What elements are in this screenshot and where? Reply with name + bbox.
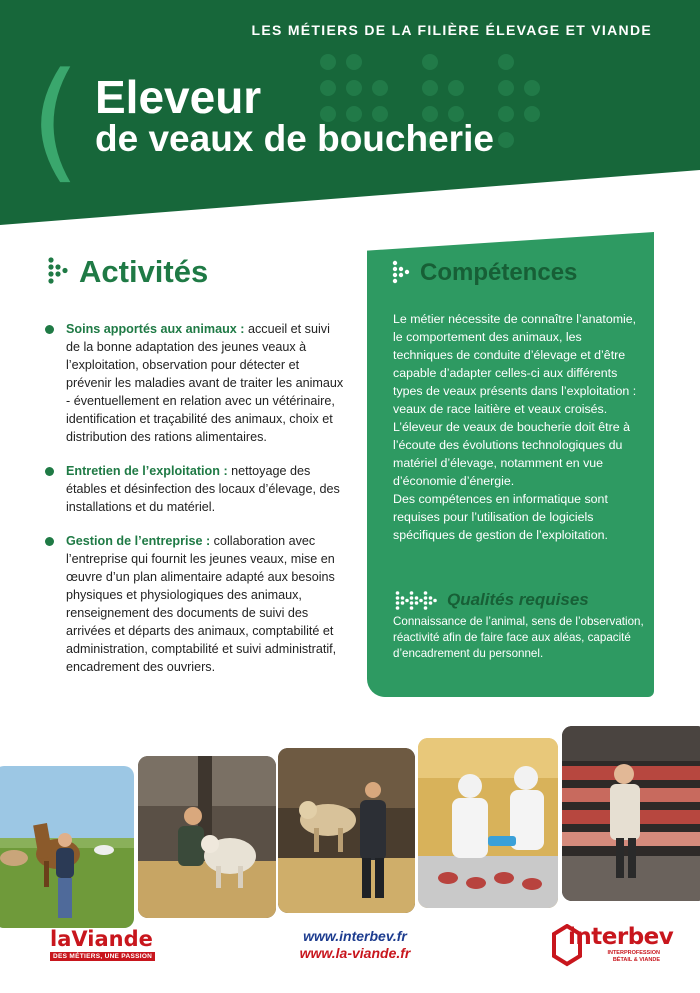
photo-horse-farmer — [0, 766, 134, 928]
interbev-sub1: INTERPROFESSION — [607, 950, 660, 956]
item-text: nettoyage des étables et désinfection des locaux d’élevage, des installations et du matériel. — [66, 464, 340, 514]
competences-paragraph: Le métier nécessite de connaître l’anatomie, le comportement des animaux, les techniques de conduite d’élevage et d’être capable d’adapter celles-ci aux différents types de veaux présents dans l’exploitation : veaux de race laitière et veaux croisés. L’éleveur de veaux de boucherie doit être à l’écoute des évolutions technologiques du matériel d’élevage, notamment en vue d’économie d’énergie. — [393, 312, 637, 488]
interbev-sub2: BÉTAIL & VIANDE — [612, 957, 660, 963]
bullet-icon — [45, 537, 54, 546]
footer-urls — [270, 928, 440, 962]
page-title-line2: de veaux de boucherie — [95, 118, 494, 159]
activites-title: Activités — [79, 254, 209, 289]
activite-item-soins — [45, 320, 345, 446]
series-title: LES MÉTIERS DE LA FILIÈRE ÉLEVAGE ET VIANDE — [251, 22, 652, 38]
competences-paragraph-2: Des compétences en informatique sont requises pour l’utilisation de logiciels spécifiques de gestion de l’exploitation. — [393, 492, 608, 542]
page-title-line1: Eleveur — [95, 71, 262, 123]
competences-text — [393, 310, 643, 544]
url-interbev[interactable]: www.interbev.fr — [303, 928, 407, 944]
item-lead: Soins apportés aux animaux : — [66, 322, 245, 336]
item-lead: Gestion de l’entreprise : — [66, 534, 211, 548]
activites-heading — [47, 254, 208, 290]
competences-heading — [392, 259, 577, 287]
item-text: accueil et suivi de la bonne adaptation des jeunes veaux à l’exploitation, observation pour détecter et prévenir les maladies avant de traiter les animaux - éventuellement en relation avec un vétérinaire, identification et traçabilité des animaux, choix et distribution des rations alimentaires. — [66, 322, 344, 444]
url-la-viande[interactable]: www.la-viande.fr — [299, 945, 411, 961]
triple-arrow-dots-icon — [395, 590, 437, 610]
photo-butcher-counter — [562, 726, 700, 901]
logo-tagline: DES MÉTIERS, UNE PASSION — [50, 952, 155, 961]
title-parenthesis: ( — [30, 44, 81, 196]
photo-processing-workers — [418, 738, 558, 908]
arrow-dots-icon — [47, 256, 69, 288]
bullet-icon — [45, 467, 54, 476]
item-lead: Entretien de l’exploitation : — [66, 464, 228, 478]
interbev-subtitle — [600, 950, 660, 964]
photo-strip — [0, 718, 700, 918]
interbev-word: interbev — [568, 924, 674, 950]
qualites-title: Qualités requises — [447, 590, 589, 609]
la-viande-logo — [50, 927, 155, 961]
activite-item-gestion — [45, 532, 345, 676]
qualites-text: Connaissance de l’animal, sens de l’observation, réactivité afin de faire face aux aléas, capacité d’encadrement du personnel. — [393, 615, 644, 660]
logo-la: la — [50, 927, 72, 951]
bullet-icon — [45, 325, 54, 334]
interbev-logo — [552, 920, 674, 970]
arrow-dots-icon — [392, 260, 410, 286]
activite-item-entretien — [45, 462, 345, 516]
qualites-heading — [395, 590, 589, 610]
competences-title: Compétences — [420, 259, 578, 286]
header-banner — [0, 0, 700, 225]
photo-barn-calf — [138, 756, 276, 918]
item-text: collaboration avec l’entreprise qui fournit les jeunes veaux, mise en œuvre d’un plan alimentaire adapté aux besoins physiques et physiologiques des animaux, renseignement des documents de suivi des arrivées et départs des animaux, comptabilité et administration, comptabilité et suivi administratif, encadrement des ouvriers. — [66, 534, 337, 674]
logo-viande-word: Viande — [71, 927, 153, 951]
photo-farmer-cattle — [278, 748, 415, 913]
